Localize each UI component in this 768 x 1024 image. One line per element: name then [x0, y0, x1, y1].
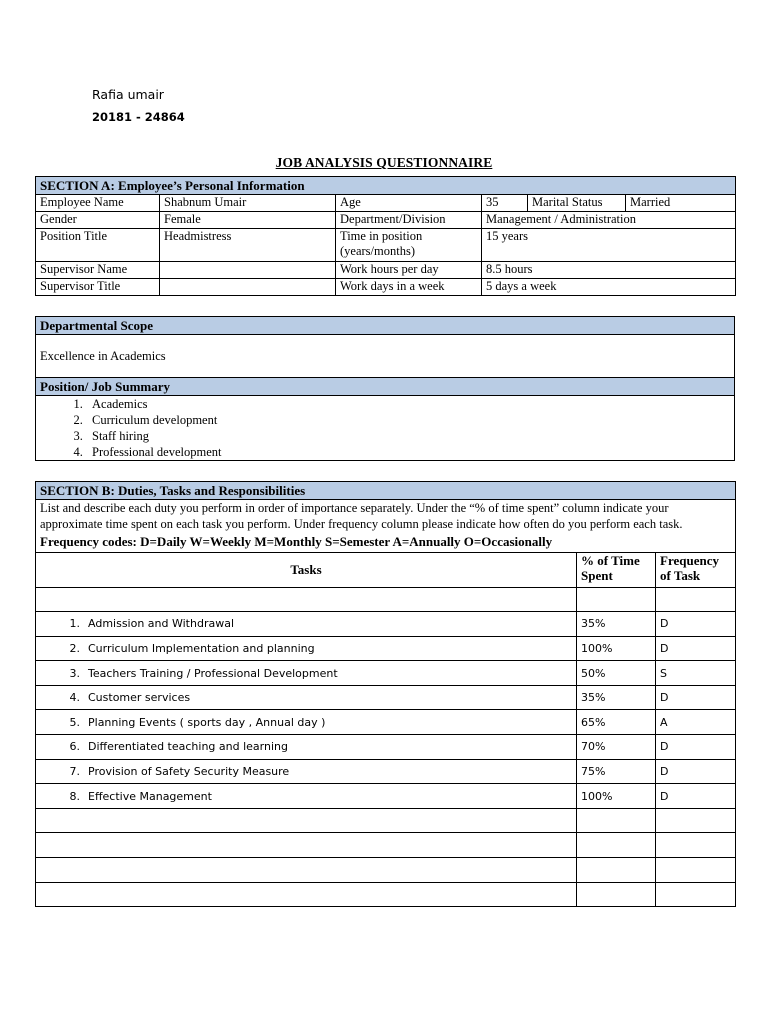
section-a-header: SECTION A: Employee’s Personal Information	[36, 177, 736, 195]
supervisor-name-label: Supervisor Name	[36, 262, 160, 279]
task-name: Effective Management	[88, 789, 212, 803]
task-name: Curriculum Implementation and planning	[88, 641, 315, 655]
scope-text: Excellence in Academics	[36, 335, 735, 378]
summary-list	[36, 396, 734, 460]
work-hours-label: Work hours per day	[336, 262, 482, 279]
employee-name-value: Shabnum Umair	[160, 195, 336, 212]
work-days-value: 5 days a week	[482, 279, 736, 296]
summary-header: Position/ Job Summary	[36, 378, 735, 396]
summary-item: 4. Professional development	[86, 444, 734, 460]
table-row	[36, 784, 736, 809]
gender-value: Female	[160, 212, 336, 229]
table-row	[36, 759, 736, 784]
summary-body	[36, 396, 735, 461]
table-row	[36, 587, 736, 612]
author-name: Rafia umair	[92, 87, 164, 102]
task-frequency: D	[656, 759, 736, 784]
task-name: Provision of Safety Security Measure	[88, 764, 290, 778]
supervisor-title-label: Supervisor Title	[36, 279, 160, 296]
employee-name-label: Employee Name	[36, 195, 160, 212]
table-row	[36, 808, 736, 833]
task-time: 35%	[577, 685, 656, 710]
frequency-column-header: Frequency of Task	[656, 552, 736, 587]
task-time: 100%	[577, 784, 656, 809]
task-cell	[36, 759, 577, 784]
task-frequency: D	[656, 685, 736, 710]
task-time: 75%	[577, 759, 656, 784]
task-frequency: D	[656, 784, 736, 809]
task-frequency: D	[656, 636, 736, 661]
author-block	[92, 84, 185, 128]
author-id: 20181 - 24864	[92, 110, 185, 124]
task-cell	[36, 784, 577, 809]
table-row	[36, 882, 736, 907]
work-days-label: Work days in a week	[336, 279, 482, 296]
department-label: Department/Division	[336, 212, 482, 229]
marital-status-label: Marital Status	[528, 195, 626, 212]
summary-item: 3. Staff hiring	[86, 428, 734, 444]
task-cell	[36, 735, 577, 760]
scope-summary-table	[35, 316, 735, 461]
task-number: 4.	[69, 691, 80, 705]
task-cell	[36, 661, 577, 686]
task-name: Customer services	[88, 691, 191, 705]
table-row	[36, 858, 736, 883]
section-a-table	[35, 176, 736, 296]
task-time: 35%	[577, 612, 656, 637]
task-name: Admission and Withdrawal	[88, 617, 235, 631]
table-row	[36, 636, 736, 661]
task-frequency: S	[656, 661, 736, 686]
tasks-column-header: Tasks	[36, 552, 577, 587]
task-time: 70%	[577, 735, 656, 760]
table-row	[36, 685, 736, 710]
task-number: 5.	[69, 715, 80, 729]
marital-status-value: Married	[626, 195, 736, 212]
time-in-position-label: Time in position (years/months)	[336, 229, 482, 262]
table-row	[36, 710, 736, 735]
task-name: Teachers Training / Professional Development	[88, 666, 338, 680]
time-spent-column-header: % of Time Spent	[577, 552, 656, 587]
task-name: Planning Events ( sports day , Annual day )	[88, 715, 326, 729]
task-frequency: D	[656, 735, 736, 760]
instructions-text: List and describe each duty you perform in order of importance separately. Under the “% of time spent” column indicate your approximate time spent on each task you perform. Under frequency column please indicate how often do you perform each task.	[40, 501, 683, 531]
table-row	[36, 833, 736, 858]
frequency-codes: Frequency codes: D=Daily W=Weekly M=Monthly S=Semester A=Annually O=Occasionally	[40, 534, 553, 549]
position-title-label: Position Title	[36, 229, 160, 262]
age-value: 35	[482, 195, 528, 212]
position-title-value: Headmistress	[160, 229, 336, 262]
task-number: 1.	[69, 617, 80, 631]
task-cell	[36, 685, 577, 710]
task-frequency: A	[656, 710, 736, 735]
time-in-position-value: 15 years	[482, 229, 736, 262]
task-number: 6.	[69, 740, 80, 754]
summary-item: 1. Academics	[86, 396, 734, 412]
task-number: 8.	[69, 789, 80, 803]
task-frequency: D	[656, 612, 736, 637]
section-b-instructions	[36, 500, 736, 553]
task-name: Differentiated teaching and learning	[88, 740, 288, 754]
summary-item: 2. Curriculum development	[86, 412, 734, 428]
table-row	[36, 612, 736, 637]
task-number: 2.	[69, 641, 80, 655]
document-title: JOB ANALYSIS QUESTIONNAIRE	[275, 155, 493, 170]
scope-header: Departmental Scope	[36, 317, 735, 335]
work-hours-value: 8.5 hours	[482, 262, 736, 279]
table-row	[36, 661, 736, 686]
section-b-table	[35, 481, 736, 907]
task-time: 50%	[577, 661, 656, 686]
department-value: Management / Administration	[482, 212, 736, 229]
table-row	[36, 735, 736, 760]
task-number: 7.	[69, 764, 80, 778]
task-time: 100%	[577, 636, 656, 661]
gender-label: Gender	[36, 212, 160, 229]
supervisor-title-value	[160, 279, 336, 296]
task-cell	[36, 636, 577, 661]
task-cell	[36, 612, 577, 637]
task-time: 65%	[577, 710, 656, 735]
supervisor-name-value	[160, 262, 336, 279]
section-b-header: SECTION B: Duties, Tasks and Responsibilities	[36, 482, 736, 500]
task-number: 3.	[69, 666, 80, 680]
task-cell	[36, 710, 577, 735]
age-label: Age	[336, 195, 482, 212]
